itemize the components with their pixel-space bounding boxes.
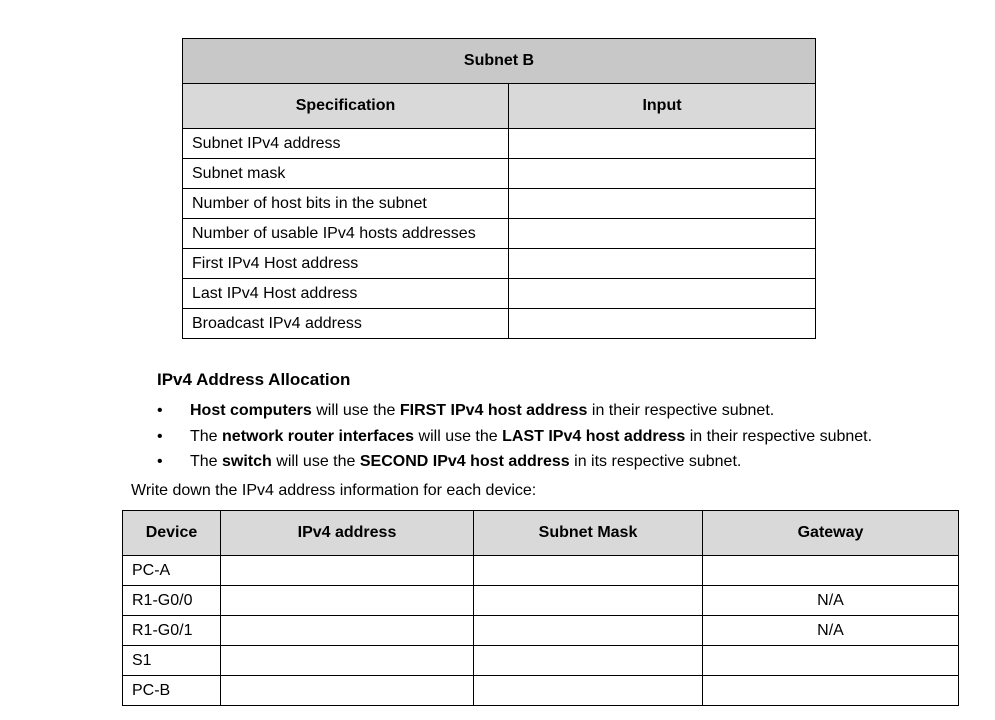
mask-cell[interactable] [474,646,703,676]
ip-cell[interactable] [221,676,474,706]
gateway-cell[interactable] [703,676,959,706]
device-cell: PC-A [123,556,221,586]
table-row [183,189,816,219]
mask-cell[interactable] [474,586,703,616]
ip-cell[interactable] [221,616,474,646]
list-item: • Host computers will use the FIRST IPv4 host address in their respective subnet. [157,402,775,419]
bullet-icon: • [157,453,163,470]
ip-cell[interactable] [221,646,474,676]
subnet-b-table [182,38,816,339]
spec-cell: Number of usable IPv4 hosts addresses [183,219,509,249]
input-cell[interactable] [509,249,816,279]
list-item: • The network router interfaces will use the LAST IPv4 host address in their respective subnet. [157,427,873,445]
mask-cell[interactable] [474,616,703,646]
mask-cell[interactable] [474,676,703,706]
input-cell[interactable] [509,279,816,309]
table-row [183,279,816,309]
bullet-icon: • [157,402,163,419]
spec-cell: Subnet IPv4 address [183,129,509,159]
input-cell[interactable] [509,129,816,159]
table-row [183,249,816,279]
header-subnet-mask: Subnet Mask [474,511,703,556]
ip-cell[interactable] [221,586,474,616]
table-row [183,129,816,159]
gateway-cell[interactable] [703,646,959,676]
table-row [123,586,959,616]
spec-cell: Last IPv4 Host address [183,279,509,309]
gateway-cell: N/A [703,616,959,646]
input-cell[interactable] [509,159,816,189]
spec-cell: Number of host bits in the subnet [183,189,509,219]
table-row [183,309,816,339]
table-row [123,616,959,646]
device-cell: R1-G0/1 [123,616,221,646]
table-row [123,556,959,586]
table-title: Subnet B [183,39,816,84]
section-title: IPv4 Address Allocation [157,370,351,389]
list-item: • The switch will use the SECOND IPv4 host address in its respective subnet. [157,453,742,470]
header-ipv4-address: IPv4 address [221,511,474,556]
header-specification: Specification [183,84,509,129]
header-device: Device [123,511,221,556]
instruction-text: Write down the IPv4 address information for each device: [131,482,537,499]
spec-cell: First IPv4 Host address [183,249,509,279]
bullet-icon: • [157,427,163,445]
device-address-table [122,510,959,706]
input-cell[interactable] [509,219,816,249]
table-row [123,676,959,706]
gateway-cell: N/A [703,586,959,616]
device-cell: PC-B [123,676,221,706]
spec-cell: Broadcast IPv4 address [183,309,509,339]
table-row [183,159,816,189]
mask-cell[interactable] [474,556,703,586]
input-cell[interactable] [509,189,816,219]
spec-cell: Subnet mask [183,159,509,189]
allocation-list [157,401,872,478]
header-gateway: Gateway [703,511,959,556]
table-row [183,219,816,249]
device-cell: R1-G0/0 [123,586,221,616]
gateway-cell[interactable] [703,556,959,586]
device-cell: S1 [123,646,221,676]
header-input: Input [509,84,816,129]
ip-cell[interactable] [221,556,474,586]
input-cell[interactable] [509,309,816,339]
table-row [123,646,959,676]
